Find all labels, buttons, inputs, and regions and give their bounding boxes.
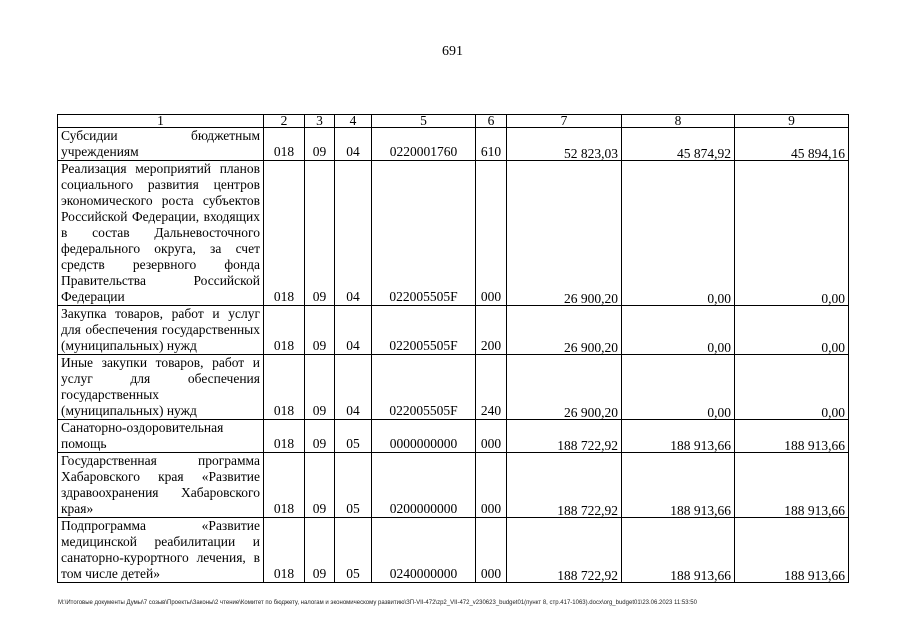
amount-value: 188 913,66 xyxy=(784,568,845,583)
column-header: 5 xyxy=(372,115,476,128)
file-path-footer: M:\Итоговые документы Думы\7 созыв\Проекты\Законы\2 чтение\Комитет по бюджету, налогам и экономическому развитию\ЗП-VII-472\zp2_VII-472_v230623_budget01(пункт 8, стр.417-1063).docx\org_budget01\23.06.2023 11:53:50 xyxy=(58,600,697,606)
item-name-cell: Подпрограмма «Развитие медицинской реабилитации и санаторно-курортного лечения, в том числе детей» xyxy=(58,518,264,583)
amount-value: 0,00 xyxy=(707,291,731,306)
target-article-cell: 0200000000 xyxy=(372,453,476,518)
table-row xyxy=(58,355,849,420)
amount-value: 45 874,92 xyxy=(677,146,731,161)
target-article-cell: 022005505F xyxy=(372,355,476,420)
target-article-cell: 022005505F xyxy=(372,306,476,355)
amount-2023-cell xyxy=(507,420,622,453)
amount-value: 188 913,66 xyxy=(670,568,731,583)
amount-value: 0,00 xyxy=(707,405,731,420)
header-row xyxy=(58,115,849,128)
target-article-cell: 022005505F xyxy=(372,161,476,306)
subsection-cell: 05 xyxy=(335,453,372,518)
page-number: 691 xyxy=(442,44,463,59)
rzpr-cell: 018 xyxy=(264,453,305,518)
expense-type-cell: 610 xyxy=(476,128,507,161)
amount-2024-cell xyxy=(622,453,735,518)
amount-2023-cell xyxy=(507,128,622,161)
subsection-cell: 05 xyxy=(335,420,372,453)
amount-2025-cell xyxy=(735,453,849,518)
column-header: 1 xyxy=(58,115,264,128)
item-name-cell: Реализация мероприятий планов социального развития центров экономического роста субъектов Российской Федерации, входящих в состав Дальневосточного федерального округа, за счет средств резервного фонда Правительства Российской Федерации xyxy=(58,161,264,306)
section-cell: 09 xyxy=(305,420,335,453)
amount-2024-cell xyxy=(622,161,735,306)
rzpr-cell: 018 xyxy=(264,420,305,453)
subsection-cell: 04 xyxy=(335,128,372,161)
table-row xyxy=(58,420,849,453)
item-name-cell: Субсидии бюджетным учреждениям xyxy=(58,128,264,161)
column-header: 4 xyxy=(335,115,372,128)
amount-value: 26 900,20 xyxy=(564,340,618,355)
amount-value: 45 894,16 xyxy=(791,146,845,161)
amount-2024-cell xyxy=(622,306,735,355)
amount-value: 188 722,92 xyxy=(557,438,618,453)
table-row xyxy=(58,306,849,355)
section-cell: 09 xyxy=(305,161,335,306)
amount-2023-cell xyxy=(507,518,622,583)
amount-2024-cell xyxy=(622,355,735,420)
amount-2025-cell xyxy=(735,518,849,583)
budget-table xyxy=(57,114,849,583)
column-header: 2 xyxy=(264,115,305,128)
rzpr-cell: 018 xyxy=(264,306,305,355)
section-cell: 09 xyxy=(305,518,335,583)
amount-2023-cell xyxy=(507,306,622,355)
amount-value: 0,00 xyxy=(821,291,845,306)
table-row xyxy=(58,161,849,306)
amount-value: 52 823,03 xyxy=(564,146,618,161)
target-article-cell: 0240000000 xyxy=(372,518,476,583)
amount-2025-cell xyxy=(735,306,849,355)
expense-type-cell: 000 xyxy=(476,420,507,453)
subsection-cell: 04 xyxy=(335,306,372,355)
section-cell: 09 xyxy=(305,128,335,161)
expense-type-cell: 000 xyxy=(476,518,507,583)
column-header: 7 xyxy=(507,115,622,128)
amount-value: 188 913,66 xyxy=(670,438,731,453)
section-cell: 09 xyxy=(305,355,335,420)
amount-2024-cell xyxy=(622,420,735,453)
amount-value: 188 722,92 xyxy=(557,568,618,583)
amount-value: 0,00 xyxy=(707,340,731,355)
amount-value: 0,00 xyxy=(821,340,845,355)
column-header: 8 xyxy=(622,115,735,128)
item-name-cell: Иные закупки товаров, работ и услуг для обеспечения государственных (муниципальных) нужд xyxy=(58,355,264,420)
rzpr-cell: 018 xyxy=(264,161,305,306)
amount-value: 26 900,20 xyxy=(564,291,618,306)
amount-2023-cell xyxy=(507,355,622,420)
item-name-cell: Закупка товаров, работ и услуг для обеспечения государственных (муниципальных) нужд xyxy=(58,306,264,355)
amount-value: 26 900,20 xyxy=(564,405,618,420)
rzpr-cell: 018 xyxy=(264,128,305,161)
column-header: 9 xyxy=(735,115,849,128)
target-article-cell: 0220001760 xyxy=(372,128,476,161)
table-row xyxy=(58,453,849,518)
table-row xyxy=(58,128,849,161)
amount-2023-cell xyxy=(507,453,622,518)
expense-type-cell: 000 xyxy=(476,161,507,306)
amount-2025-cell xyxy=(735,128,849,161)
amount-value: 188 913,66 xyxy=(784,438,845,453)
amount-2025-cell xyxy=(735,161,849,306)
amount-value: 188 913,66 xyxy=(784,503,845,518)
subsection-cell: 04 xyxy=(335,355,372,420)
item-name-cell: Государственная программа Хабаровского края «Развитие здравоохранения Хабаровского края» xyxy=(58,453,264,518)
amount-2024-cell xyxy=(622,128,735,161)
amount-2024-cell xyxy=(622,518,735,583)
item-name-cell: Санаторно-оздоровительная помощь xyxy=(58,420,264,453)
table-row xyxy=(58,518,849,583)
amount-2025-cell xyxy=(735,355,849,420)
amount-value: 188 913,66 xyxy=(670,503,731,518)
column-header: 6 xyxy=(476,115,507,128)
expense-type-cell: 000 xyxy=(476,453,507,518)
column-header: 3 xyxy=(305,115,335,128)
rzpr-cell: 018 xyxy=(264,518,305,583)
expense-type-cell: 200 xyxy=(476,306,507,355)
section-cell: 09 xyxy=(305,306,335,355)
rzpr-cell: 018 xyxy=(264,355,305,420)
amount-2025-cell xyxy=(735,420,849,453)
amount-value: 0,00 xyxy=(821,405,845,420)
subsection-cell: 05 xyxy=(335,518,372,583)
expense-type-cell: 240 xyxy=(476,355,507,420)
amount-2023-cell xyxy=(507,161,622,306)
subsection-cell: 04 xyxy=(335,161,372,306)
target-article-cell: 0000000000 xyxy=(372,420,476,453)
section-cell: 09 xyxy=(305,453,335,518)
amount-value: 188 722,92 xyxy=(557,503,618,518)
